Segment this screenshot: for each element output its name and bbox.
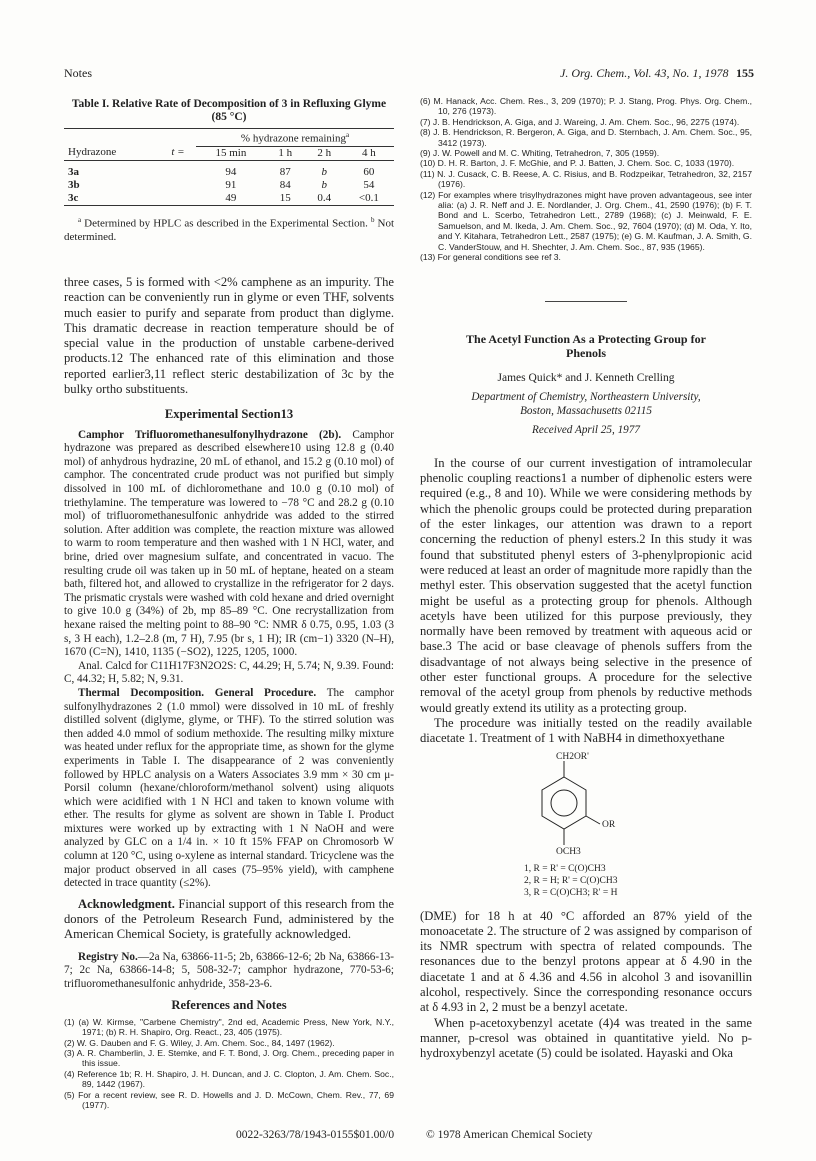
reference: (1) (a) W. Kirmse, "Carbene Chemistry", 2nd ed, Academic Press, New York, N.Y., 1971; (b) R. H. Shapiro, Org. React., 23, 405 (1975). bbox=[64, 1016, 394, 1038]
col-time: 4 h bbox=[362, 146, 376, 159]
body-paragraph: (DME) for 18 h at 40 °C afforded an 87% yield of the monoacetate 2. The structure of 2 was assigned by comparison of its NMR spectrum with spectra of related compounds. The resonances due to the benzyl protons appear at δ 4.90 in the diacetate 1 and at δ 4.36 and 4.56 in alcohol 3 and isovanillin alcohol, respectively. Since the corresponding resonance occurs at δ 4.93 in 2, 2 must be a benzyl acetate. bbox=[420, 908, 752, 1015]
cell: 91 bbox=[225, 179, 237, 192]
analysis: Anal. Calcd for C11H17F3N2O2S: C, 44.29; H, 5.74; N, 9.39. Found: C, 44.32; H, 5.82; N, 9.31. bbox=[64, 659, 394, 686]
running-head-left: Notes bbox=[64, 66, 92, 80]
affiliation: Boston, Massachusetts 02115 bbox=[520, 404, 652, 417]
journal-citation: J. Org. Chem., Vol. 43, No. 1, 1978 bbox=[560, 66, 729, 80]
cell: 60 bbox=[363, 166, 375, 179]
footnote-a: Determined by HPLC as described in the Experimental Section. bbox=[84, 217, 368, 230]
cell: b bbox=[321, 179, 327, 192]
cell: 0.4 bbox=[317, 192, 332, 205]
col-time: 2 h bbox=[317, 146, 332, 159]
table-row bbox=[64, 166, 394, 179]
article-title: The Acetyl Function As a Protecting Group for Phenols bbox=[466, 331, 706, 360]
chemical-structure bbox=[420, 751, 752, 903]
reference-list bbox=[420, 96, 752, 263]
divider bbox=[545, 301, 627, 302]
col-time: 15 min bbox=[215, 146, 247, 159]
footnote-mark: a bbox=[346, 131, 350, 139]
compound-label: 2, R = H; R' = C(O)CH3 bbox=[524, 875, 618, 886]
row-id: 3c bbox=[68, 192, 79, 205]
ack-body: Financial support of this research from the donors of the Petroleum Research Fund, administered by the American Chemical Society, is gratefully acknowledged. bbox=[64, 896, 394, 942]
page-number: 155 bbox=[736, 66, 754, 80]
table-group-header: % hydrazone remaining bbox=[240, 132, 346, 145]
body-paragraph: The procedure was initially tested on the readily available diacetate 1. Treatment of 1 with NaBH4 in dimethoxyethane bbox=[420, 715, 752, 746]
cell: 87 bbox=[279, 166, 291, 179]
procedure-title: Camphor Trifluoromethanesulfonylhydrazone (2b). bbox=[78, 428, 342, 441]
authors: James Quick* and J. Kenneth Crelling bbox=[497, 371, 675, 384]
reference: (13) For general conditions see ref 3. bbox=[420, 252, 561, 263]
procedure-title: Thermal Decomposition. General Procedure. bbox=[78, 686, 317, 699]
structure-label-top: CH2OR' bbox=[556, 751, 589, 762]
body-paragraph: When p-acetoxybenzyl acetate (4)4 was treated in the same manner, p-cresol was obtained in quantitative yield. No p-hydroxybenzyl acetate (5) could be isolated. Hayaski and Oka bbox=[420, 1015, 752, 1061]
registry-body: —2a Na, 63866-11-5; 2b, 63866-12-6; 2b Na, 63866-13-7; 2c Na, 63866-14-8; 5, 508-32-7; camphor hydrazone, 770-53-6; trifluoromethanesulfonic anhydride, 358-23-6. bbox=[64, 950, 394, 990]
table-footnote: $^a$ Determined by HPLC as described in the Experimental Section. $^b$ Not determined. bbox=[64, 216, 395, 244]
structure-label-or: OR bbox=[602, 819, 616, 830]
reference-list bbox=[64, 1017, 394, 1111]
col-hydrazone: Hydrazone bbox=[68, 146, 117, 159]
reference: (6) M. Hanack, Acc. Chem. Res., 3, 209 (1970); P. J. Stang, Prog. Phys. Org. Chem., 10, 276 (1973). bbox=[420, 96, 752, 117]
intro-paragraph: three cases, 5 is formed with <2% camphene as an impurity. The reaction can be conveniently run in glyme or even THF, solvents much easier to purify and separate from product than diglyme. This dramatic decrease in reaction temperature should be of special value in the production of unstable carbene-derived products.12 The enhanced rate of this elimination and those reported earlier3,11 reflect steric destabilization of 3c by the bulky ortho substituents. bbox=[64, 275, 394, 397]
reference: (11) N. J. Cusack, C. B. Reese, A. C. Risius, and B. Rodzpeikar, Tetrahedron, 32, 2157 (1976). bbox=[420, 168, 752, 190]
body-paragraph: In the course of our current investigation of intramolecular phenolic coupling reactions1 a number of diphenolic esters were required (e.g., 8 and 10). While we were considering methods by which the phenolic groups could be protected during preparation of the ester linkages, our attention was drawn to a report concerning the reduction of phenyl esters.2 In this study it was found that substituted phenyl esters of 3-phenylpropionic acid were reduced at least an order of magnitude more rapidly than the methyl ester. This observation suggested that the acetyl function might be useful as a protecting group for phenols. Although acetyls have been utilized for this purpose previously, they normally have been removed by treatment with aqueous acid or base.3 The acid or base cleavage of phenols suffers from the disadvantage of not always being selective in the presence of other ester functional groups. A procedure for the selective removal of the acetyl group from phenols by reductive methods would greatly extend its utility as a protecting group. bbox=[420, 455, 752, 715]
reference: (9) J. W. Powell and M. C. Whiting, Tetrahedron, 7, 305 (1959). bbox=[420, 148, 660, 159]
compound-label: 3, R = C(O)CH3; R' = H bbox=[524, 887, 618, 898]
procedure-body: The camphor sulfonylhydrazones 2 (1.0 mmol) were dissolved in 10 mL of freshly distilled solvent (diglyme, glyme, or THF). To the stirred solution was then added 4.0 mmol of sodium methoxide. The resulting milky mixture was heated under reflux for the appropriate time, as shown for the glyme experiments in Table I. The disappearance of 2 was conveniently followed by HPLC analysis on a Waters Associates 3.9 mm × 30 cm μ-Porsil column (hexane/chloroform/methanol solvent) using aliquots which were acidified with 1 N HCl and taken to known volume with ether. The results for glyme as solvent are shown in Table I. Product mixtures were worked up by extracting with 1 N NaOH and were analyzed by GLC on a 1/4 in. × 10 ft 15% FFAP on Chromosorb W column at 120 °C, using o-xylene as internal standard. Tricyclene was the major product observed in all cases (75–95% yield), with camphene detected in trace quantity (≤2%). bbox=[64, 686, 394, 890]
ack-title: Acknowledgment. bbox=[78, 896, 175, 911]
reference: (4) Reference 1b; R. H. Shapiro, J. H. Duncan, and J. C. Clopton, J. Am. Chem. Soc., 89, 1442 (1967). bbox=[64, 1068, 394, 1090]
left-column bbox=[64, 98, 394, 1110]
cell: 84 bbox=[279, 179, 291, 192]
received-date: Received April 25, 1977 bbox=[532, 424, 640, 437]
reference: (10) D. H. R. Barton, J. F. McGhie, and P. J. Batten, J. Chem. Soc. C, 1033 (1970). bbox=[420, 158, 735, 169]
cell: b bbox=[321, 166, 327, 179]
cell: <0.1 bbox=[358, 192, 379, 205]
cell: 54 bbox=[363, 179, 375, 192]
right-column bbox=[420, 96, 752, 1061]
reference: (2) W. G. Dauben and F. G. Wiley, J. Am. Chem. Soc., 84, 1497 (1962). bbox=[64, 1037, 335, 1048]
section-heading-references: References and Notes bbox=[171, 997, 287, 1012]
col-time: 1 h bbox=[278, 146, 293, 159]
cell: 94 bbox=[225, 166, 237, 179]
table-1 bbox=[64, 128, 394, 206]
structure-label-bottom: OCH3 bbox=[556, 846, 581, 857]
reference: (7) J. B. Hendrickson, A. Giga, and J. Wareing, J. Am. Chem. Soc., 96, 2275 (1974). bbox=[420, 116, 740, 127]
registry-title: Registry No. bbox=[78, 950, 138, 963]
procedure-body: Camphor hydrazone was prepared as described elsewhere10 using 12.8 g (0.40 mol) of anhydrous hydrazine, 20 mL of ethanol, and 15.2 g (0.10 mol) of camphor. The concentrated crude product was not purified but simply dissolved in 100 mL of dichloromethane and 10.0 g (0.10 mol) of triethylamine. The temperature was lowered to −78 °C and 28.2 g (0.10 mol) of trifluoromethanesulfonic anhydride was added to the stirred solution. After addition was complete, the reaction mixture was allowed to warm to room temperature and then washed with 1 N HCl, water, and brine, dried over magnesium sulfate, and concentrated in vacuo. The resulting crude oil was taken up in 50 mL of heptane, heated on a steam bath, filtered hot, and allowed to crystallize in the refrigerator for 2 days. The prismatic crystals were washed with cold hexane and dried overnight to give 10.0 g (34%) of 2b, mp 85–89 °C. One recrystallization from hexane raised the melting point to 88–90 °C: NMR δ 0.75, 0.95, 1.03 (3 s, 3 H each), 1.2–2.8 (m, 7 H), 7.95 (br s, 1 H); IR (cm−1) 3320 (N–H), 1670 (C=N), 1410, 1135 (−SO2), 1225, 1205, 1000. bbox=[64, 428, 394, 659]
col-t: t = bbox=[171, 146, 185, 159]
affiliation: Department of Chemistry, Northeastern University, bbox=[471, 391, 701, 404]
compound-label: 1, R = R' = C(O)CH3 bbox=[524, 863, 606, 874]
reference: (8) J. B. Hendrickson, R. Bergeron, A. Giga, and D. Sternbach, J. Am. Chem. Soc., 95, 3412 (1973). bbox=[420, 127, 752, 148]
footnote-b: Not determined. bbox=[64, 217, 395, 244]
reference: (3) A. R. Chamberlin, J. E. Stemke, and F. T. Bond, J. Org. Chem., preceding paper in this issue. bbox=[64, 1048, 394, 1069]
footer-copyright: © 1978 American Chemical Society bbox=[426, 1129, 593, 1141]
table-row bbox=[64, 192, 394, 206]
table-title: Table I. Relative Rate of Decomposition of 3 in Refluxing Glyme (85 °C) bbox=[71, 98, 387, 123]
table-row bbox=[64, 179, 394, 192]
reference: (5) For a recent review, see R. D. Howells and J. D. McCown, Chem. Rev., 77, 69 (1977). bbox=[64, 1089, 394, 1111]
row-id: 3a bbox=[68, 166, 79, 179]
cell: 15 bbox=[279, 192, 291, 205]
reference: (12) For examples where trisylhydrazones might have proven advantageous, see inter alia: (a) J. R. Neff and J. E. Nordlander, J. Org. Chem., 41, 2590 (1976); (b) F. T. Bond and L. Scerbo, Tetrahedron Lett., 2789 (1968); (c) J. Meinwald, F. E. Samuelson, and M. Ikeda, J. Am. Chem. Soc., 92, 7604 (1970); (d) M. Oda, Y. Ito, and Y. Kitahara, Tetrahedron Lett., 2587 (1975); (e) G. M. Kaufman, J. A. Smith, G. C. VanderStouw, and H. Shechter, J. Am. Chem. Soc., 87, 935 (1965). bbox=[420, 189, 752, 252]
row-id: 3b bbox=[68, 179, 80, 192]
section-heading-experimental: Experimental Section13 bbox=[164, 407, 294, 422]
footer-code: 0022-3263/78/1943-0155$01.00/0 bbox=[236, 1129, 395, 1141]
cell: 49 bbox=[225, 192, 237, 205]
benzene-ring-icon bbox=[540, 761, 620, 853]
